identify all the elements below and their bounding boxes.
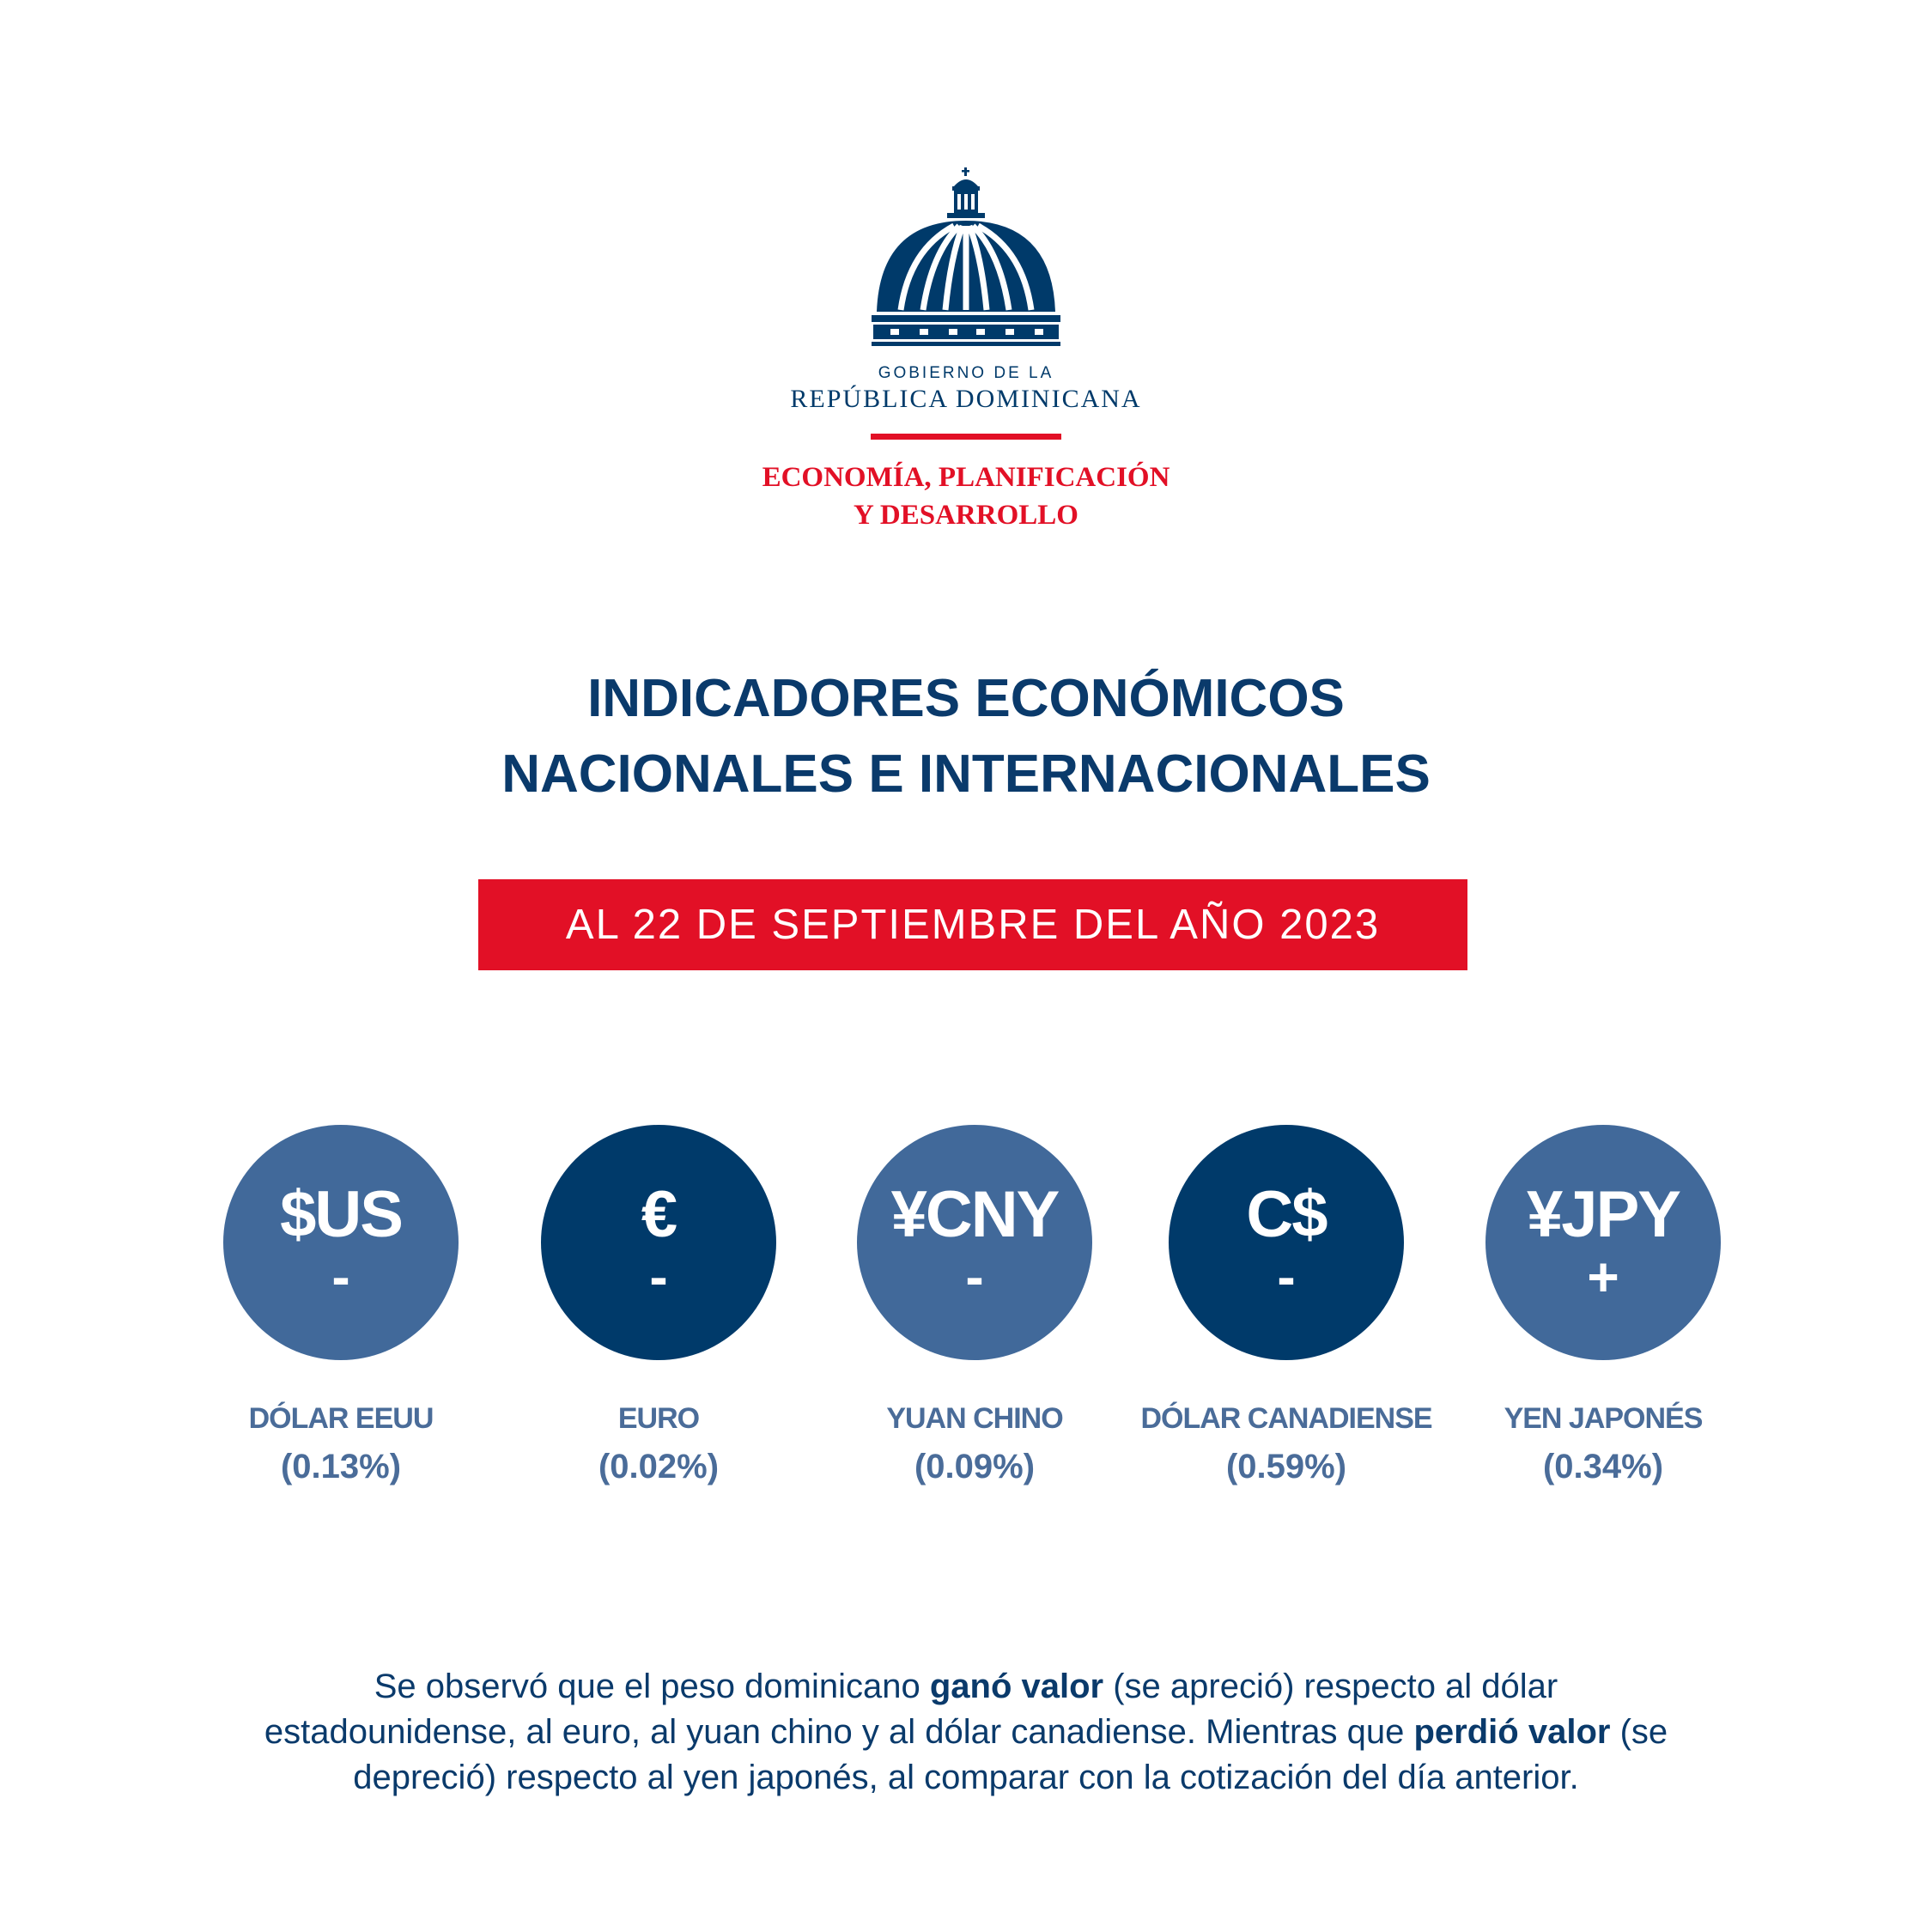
summary-note <box>258 1664 1674 1801</box>
currency-cad <box>1123 1125 1449 1487</box>
currency-circle <box>541 1125 776 1360</box>
title-line-1: INDICADORES ECONÓMICOS <box>587 669 1345 728</box>
gov-line-1: GOBIERNO DE LA <box>878 364 1054 382</box>
currency-name: DÓLAR CANADIENSE <box>1140 1402 1432 1435</box>
currency-symbol: ¥CNY <box>890 1178 1059 1251</box>
currency-jpy <box>1440 1125 1766 1487</box>
gov-line-2: REPÚBLICA DOMINICANA <box>790 385 1142 413</box>
currency-symbol: € <box>641 1178 677 1251</box>
dome-icon <box>872 167 1060 348</box>
currency-circle <box>1169 1125 1404 1360</box>
government-logo <box>0 167 1932 534</box>
currency-name: EURO <box>617 1402 700 1435</box>
note-bold-lost: perdió valor <box>1413 1713 1611 1751</box>
ministry-name <box>0 459 1932 534</box>
currency-name: YUAN CHINO <box>886 1402 1063 1435</box>
change-direction: + <box>1587 1246 1619 1308</box>
currency-change: (0.13%) <box>280 1448 402 1485</box>
currency-symbol: $US <box>280 1178 402 1251</box>
currency-circle <box>857 1125 1092 1360</box>
title-line-2: NACIONALES E INTERNACIONALES <box>501 744 1431 804</box>
currency-symbol: C$ <box>1246 1178 1327 1251</box>
page-title <box>0 661 1932 812</box>
currency-change: (0.09%) <box>914 1448 1036 1485</box>
currency-change: (0.59%) <box>1225 1448 1347 1485</box>
currency-symbol: ¥JPY <box>1527 1178 1680 1251</box>
change-direction: - <box>1277 1246 1296 1308</box>
change-direction: - <box>649 1246 668 1308</box>
note-text-1: Se observó que el peso dominicano <box>374 1668 930 1705</box>
note-text-3: (se depreció) respecto al yen japonés, al comparar con la cotización del día anterior. <box>353 1713 1668 1796</box>
currency-name: YEN JAPONÉS <box>1504 1402 1703 1435</box>
currency-change: (0.02%) <box>598 1448 720 1485</box>
change-direction: - <box>965 1246 984 1308</box>
currency-usd <box>178 1125 504 1487</box>
note-bold-gained: ganó valor <box>929 1668 1104 1705</box>
ministry-line-2: Y DESARROLLO <box>854 500 1078 531</box>
date-banner: AL 22 DE SEPTIEMBRE DEL AÑO 2023 <box>478 879 1467 970</box>
red-divider <box>871 434 1061 440</box>
currency-eur <box>495 1125 822 1487</box>
currency-circle <box>1485 1125 1721 1360</box>
currency-name: DÓLAR EEUU <box>248 1402 434 1435</box>
currency-change: (0.34%) <box>1542 1448 1664 1485</box>
currency-circle <box>223 1125 459 1360</box>
change-direction: - <box>331 1246 350 1308</box>
ministry-line-1: ECONOMÍA, PLANIFICACIÓN <box>762 462 1170 493</box>
currency-cny <box>811 1125 1138 1487</box>
note-text-2: (se apreció) respecto al dólar estadounidense, al euro, al yuan chino y al dólar canadiense. Mientras que <box>264 1668 1558 1751</box>
